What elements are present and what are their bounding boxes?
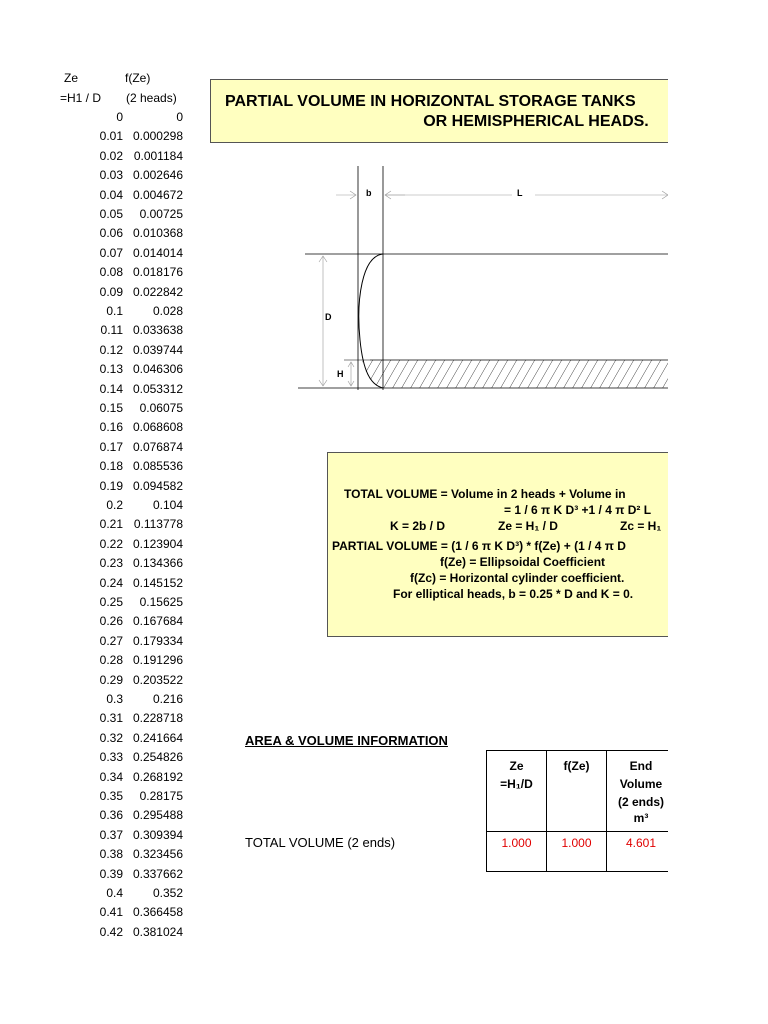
table-row <box>0 886 190 905</box>
table-row <box>0 517 190 536</box>
ze-value: 0.15 <box>99 401 123 415</box>
fze-value: 0.068608 <box>132 420 183 435</box>
fze-value: 0.076874 <box>132 439 183 454</box>
header-ze-text: Ze <box>509 759 524 773</box>
ze-value: 0.24 <box>99 575 123 590</box>
ze-value: 0.12 <box>99 342 123 357</box>
ze-value: 0.04 <box>99 187 123 202</box>
ze-value: 0.29 <box>99 672 123 687</box>
ze-value: 0.17 <box>99 439 123 454</box>
fze-value: 0.123904 <box>132 536 183 551</box>
value-cell-fze[interactable] <box>546 831 607 872</box>
ze-value: 0.34 <box>99 769 123 784</box>
fze-value: 0.381024 <box>132 924 183 939</box>
table-row <box>0 614 190 633</box>
fze-value: 0.046306 <box>132 362 183 377</box>
fze-value: 0.053312 <box>132 381 183 396</box>
header-cell-end-volume <box>606 750 668 832</box>
table-row <box>0 265 190 284</box>
ze-value: 0.26 <box>99 614 123 629</box>
header-ze: Ze <box>64 71 79 85</box>
label-L: L <box>517 188 523 198</box>
fze-value: 0.203522 <box>132 672 183 687</box>
fze-value: 0.15625 <box>139 595 183 609</box>
fze-value: 0.001184 <box>133 148 183 163</box>
fze-value: 0.323456 <box>132 847 183 862</box>
value-end-volume: 4.601 <box>625 836 657 850</box>
table-row <box>0 731 190 750</box>
table-row <box>0 711 190 730</box>
value-ze: 1.000 <box>501 836 532 850</box>
formula-box <box>327 452 668 637</box>
label-D: D <box>325 312 332 322</box>
ze-value: 0.36 <box>99 808 123 823</box>
fze-value: 0.295488 <box>132 808 183 823</box>
ze-value: 0.25 <box>99 595 123 609</box>
ze-value: 0.35 <box>99 789 123 803</box>
fze-value: 0.002646 <box>132 168 183 183</box>
table-row <box>0 149 190 168</box>
header-fze-sub: (2 heads) <box>126 91 177 105</box>
ze-value: 0.37 <box>99 827 123 842</box>
fze-value: 0.167684 <box>132 614 183 629</box>
fze-value: 0.216 <box>152 692 183 706</box>
value-cell-ze[interactable] <box>486 831 547 872</box>
fze-value: 0.134366 <box>132 556 183 571</box>
fze-value: 0.104 <box>152 498 183 512</box>
table-row <box>0 537 190 556</box>
header-fze: f(Ze) <box>125 71 151 85</box>
formula-line-5: f(Ze) = Ellipsoidal Coefficient <box>440 555 606 569</box>
fze-value: 0.228718 <box>132 711 183 726</box>
ze-value: 0.16 <box>99 420 123 435</box>
ze-value: 0.31 <box>99 711 123 726</box>
header-2ends-text: (2 ends) <box>617 795 664 809</box>
ze-value: 0.03 <box>99 168 123 183</box>
formula-line-6: f(Zc) = Horizontal cylinder coefficient. <box>410 571 625 585</box>
fze-value: 0.06075 <box>139 401 183 415</box>
fze-value: 0.022842 <box>132 284 183 299</box>
fze-value: 0.014014 <box>132 245 183 260</box>
ze-value: 0.33 <box>99 750 123 765</box>
label-H: H <box>337 369 344 379</box>
fze-value: 0.254826 <box>132 750 183 765</box>
table-row <box>0 770 190 789</box>
table-row <box>0 867 190 886</box>
table-row <box>0 828 190 847</box>
label-b: b <box>366 188 372 198</box>
title-box <box>210 79 668 143</box>
ze-value: 0.06 <box>99 226 123 241</box>
fze-value: 0.366458 <box>132 905 183 920</box>
formula-zc: Zc = H₁ <box>620 519 662 533</box>
formula-k: K = 2b / D <box>390 519 446 533</box>
fze-value: 0 <box>176 110 183 124</box>
table-row <box>0 304 190 323</box>
fze-value: 0.00725 <box>139 207 183 221</box>
header-cell-ze <box>486 750 547 832</box>
ze-value: 0.11 <box>100 323 123 338</box>
table-row <box>0 226 190 245</box>
table-row <box>0 634 190 653</box>
fze-value: 0.004672 <box>132 187 183 202</box>
ze-value: 0.3 <box>106 692 123 706</box>
table-row <box>0 285 190 304</box>
ze-value: 0.02 <box>99 148 123 163</box>
fze-value: 0.268192 <box>132 769 183 784</box>
table-row <box>0 207 190 226</box>
header-end-text: End <box>629 759 653 773</box>
ze-value: 0.13 <box>99 362 123 377</box>
area-volume-title: AREA & VOLUME INFORMATION <box>245 733 448 748</box>
header-unit-text: m³ <box>633 811 649 825</box>
value-cell-end-volume[interactable] <box>606 831 668 872</box>
table-row <box>0 459 190 478</box>
ze-value: 0.32 <box>99 730 123 745</box>
ze-value: 0.23 <box>99 556 123 571</box>
ze-value: 0.38 <box>99 847 123 862</box>
ze-value: 0.42 <box>99 924 123 939</box>
table-row <box>0 789 190 808</box>
value-fze: 1.000 <box>561 836 592 850</box>
table-row <box>0 673 190 692</box>
table-row <box>0 479 190 498</box>
header-fze-text: f(Ze) <box>563 759 590 773</box>
table-row <box>0 110 190 129</box>
header-ze-sub-text: =H₁/D <box>500 777 533 791</box>
ze-value: 0.09 <box>99 284 123 299</box>
fze-value: 0.039744 <box>132 342 183 357</box>
table-row <box>0 188 190 207</box>
table-row <box>0 382 190 401</box>
fze-value: 0.000298 <box>132 129 183 144</box>
table-row <box>0 847 190 866</box>
header-volume-text: Volume <box>619 777 663 791</box>
table-row <box>0 498 190 517</box>
fze-value: 0.113778 <box>133 517 183 532</box>
fze-value: 0.010368 <box>132 226 183 241</box>
ze-value: 0.08 <box>99 265 123 280</box>
fze-value: 0.191296 <box>132 653 183 668</box>
table-row <box>0 653 190 672</box>
table-row <box>0 168 190 187</box>
title-line-1: PARTIAL VOLUME IN HORIZONTAL STORAGE TANKS <box>225 93 636 110</box>
ze-value: 0.39 <box>99 866 123 881</box>
table-row <box>0 692 190 711</box>
table-row <box>0 343 190 362</box>
table-row <box>0 246 190 265</box>
fze-value: 0.145152 <box>132 575 183 590</box>
table-row <box>0 440 190 459</box>
formula-ze: Ze = H₁ / D <box>498 519 558 533</box>
table-row <box>0 420 190 439</box>
fze-value: 0.018176 <box>132 265 183 280</box>
ze-value: 0.19 <box>99 478 123 493</box>
formula-line-1: TOTAL VOLUME = Volume in 2 heads + Volume in <box>344 487 626 501</box>
table-row <box>0 556 190 575</box>
tank-diagram-svg <box>290 160 668 405</box>
table-row <box>0 323 190 342</box>
fze-value: 0.309394 <box>132 827 183 842</box>
ze-value: 0.22 <box>99 536 123 551</box>
ze-value: 0.4 <box>106 886 123 900</box>
ze-value: 0.41 <box>99 905 123 920</box>
formula-line-4: PARTIAL VOLUME = (1 / 6 π K D³) * f(Ze) + (1 / 4 π D <box>332 539 626 553</box>
table-row <box>0 750 190 769</box>
table-row <box>0 595 190 614</box>
header-ze-sub: =H1 / D <box>60 91 102 105</box>
fze-value: 0.085536 <box>132 459 183 474</box>
table-row <box>0 905 190 924</box>
ze-value: 0.05 <box>99 207 123 221</box>
formula-line-2: = 1 / 6 π K D³ +1 / 4 π D² L <box>504 503 652 517</box>
fze-value: 0.028 <box>152 304 183 318</box>
title-line-2: OR HEMISPHERICAL HEADS. <box>423 113 649 130</box>
ze-value: 0 <box>116 110 123 124</box>
fze-value: 0.352 <box>152 886 183 900</box>
ze-value: 0.18 <box>99 459 123 474</box>
ze-value: 0.01 <box>99 129 123 144</box>
table-row <box>0 362 190 381</box>
ze-value: 0.27 <box>99 633 123 648</box>
ze-value: 0.07 <box>99 245 123 260</box>
ze-value: 0.2 <box>106 498 123 512</box>
header-cell-fze <box>546 750 607 832</box>
fze-value: 0.094582 <box>132 478 183 493</box>
total-volume-label: TOTAL VOLUME (2 ends) <box>245 835 396 850</box>
fze-value: 0.033638 <box>132 323 183 338</box>
table-row <box>0 401 190 420</box>
ze-value: 0.14 <box>99 381 123 396</box>
fze-value: 0.179334 <box>132 633 183 648</box>
table-row <box>0 576 190 595</box>
fze-value: 0.241664 <box>132 730 183 745</box>
fze-value: 0.337662 <box>132 866 183 881</box>
formula-line-7: For elliptical heads, b = 0.25 * D and K = 0. <box>393 587 634 601</box>
table-row <box>0 925 190 944</box>
table-row <box>0 129 190 148</box>
fze-value: 0.28175 <box>139 789 183 803</box>
table-row <box>0 808 190 827</box>
ze-value: 0.28 <box>99 653 123 668</box>
ze-value: 0.1 <box>106 304 123 318</box>
ze-value: 0.21 <box>99 517 123 532</box>
